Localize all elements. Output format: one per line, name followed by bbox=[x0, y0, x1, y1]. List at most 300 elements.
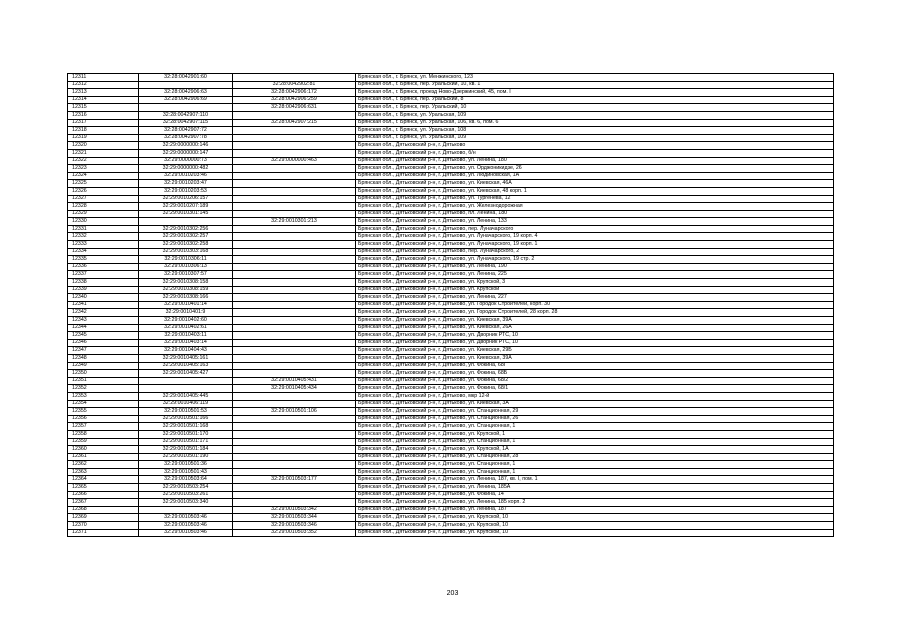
building-number-cell bbox=[233, 271, 356, 279]
address-cell: Брянская обл., Дятьковский р-н, г. Дятьково, ул. Луначарского, 19 стр. 2 bbox=[356, 256, 834, 264]
building-number-cell bbox=[233, 279, 356, 287]
building-number-cell bbox=[233, 149, 356, 157]
building-number-cell bbox=[233, 453, 356, 461]
address-cell: Брянская обл., Дятьковский р-н, г. Дятьково, ул. Киевская, 26А bbox=[356, 324, 834, 332]
parcel-number-cell: 32:28:0042901:60 bbox=[139, 74, 233, 82]
address-cell: Брянская обл., Дятьковский р-н, г. Дятьково, ул. Крупской bbox=[356, 286, 834, 294]
address-cell: Брянская обл., Дятьковский р-н, г. Дятьково, ул. Станционная, 1 bbox=[356, 438, 834, 446]
building-number-cell bbox=[233, 301, 356, 309]
address-cell: Брянская обл., г. Брянск, ул. Уральская, 106, кв. 6, пом. 6 bbox=[356, 119, 834, 127]
row-number-cell: 12312 bbox=[68, 81, 139, 89]
building-number-cell bbox=[233, 256, 356, 264]
address-cell: Брянская обл., Дятьковский р-н, г. Дятьково, ул. Ленина, 187, кв. I, пом. 1 bbox=[356, 476, 834, 484]
table-row bbox=[68, 354, 834, 362]
parcel-number-cell: 32:29:0010306:11 bbox=[139, 256, 233, 264]
address-cell: Брянская обл., Дятьковский р-н, г. Дятьково, ул. Людиновская, 1А bbox=[356, 172, 834, 180]
row-number-cell: 12338 bbox=[68, 279, 139, 287]
row-number-cell: 12365 bbox=[68, 484, 139, 492]
address-cell: Брянская обл., г. Брянск, ул. Уральская, 109 bbox=[356, 111, 834, 119]
parcel-number-cell: 32:29:0000000:147 bbox=[139, 149, 233, 157]
table-row bbox=[68, 74, 834, 82]
address-cell: Брянская обл., Дятьковский р-н, г. Дятьково, ул. Крупской, 10 bbox=[356, 522, 834, 530]
address-cell: Брянская обл., Дятьковский р-н, г. Дятьково, ул. Киевская, 39А bbox=[356, 354, 834, 362]
address-cell: Брянская обл., Дятьковский р-н, г. Дятьково, ул. Луначарского, 19 корп. 4 bbox=[356, 233, 834, 241]
parcel-number-cell: 32:29:0010203:47 bbox=[139, 180, 233, 188]
table-row bbox=[68, 347, 834, 355]
building-number-cell bbox=[233, 210, 356, 218]
table-row bbox=[68, 96, 834, 104]
address-cell: Брянская обл., Дятьковский р-н, г. Дятьково, ул. Станционная, 1 bbox=[356, 423, 834, 431]
table-row bbox=[68, 400, 834, 408]
building-number-cell: 32:28:0042906:259 bbox=[233, 96, 356, 104]
row-number-cell: 12318 bbox=[68, 127, 139, 135]
address-cell: Брянская обл., Дятьковский р-н, г. Дятьково, ул. Станционная, 1 bbox=[356, 461, 834, 469]
parcel-number-cell bbox=[139, 377, 233, 385]
table-row bbox=[68, 506, 834, 514]
building-number-cell bbox=[233, 134, 356, 142]
address-cell: Брянская обл., Дятьковский р-н, г. Дятьково, ул. Тургенева, 12 bbox=[356, 195, 834, 203]
table-row bbox=[68, 210, 834, 218]
address-cell: Брянская обл., г. Брянск, ул. Уральская, 109 bbox=[356, 134, 834, 142]
address-cell: Брянская обл., Дятьковский р-н, г. Дятьково, ул. Станционная, 1 bbox=[356, 468, 834, 476]
address-cell: Брянская обл., Дятьковский р-н, г. Дятьково, ул. Киевская, 48 корп. 1 bbox=[356, 187, 834, 195]
parcel-number-cell: 32:29:0010404:43 bbox=[139, 347, 233, 355]
building-number-cell bbox=[233, 461, 356, 469]
building-number-cell bbox=[233, 400, 356, 408]
parcel-number-cell: 32:29:0010301:145 bbox=[139, 210, 233, 218]
table-row bbox=[68, 263, 834, 271]
parcel-number-cell: 32:29:0010501:168 bbox=[139, 423, 233, 431]
building-number-cell bbox=[233, 423, 356, 431]
parcel-number-cell: 32:29:0000000:73 bbox=[139, 157, 233, 165]
address-cell: Брянская обл., Дятьковский р-н, г. Дятьково, пл. Ленина, 180 bbox=[356, 210, 834, 218]
parcel-number-cell: 32:29:0010405:163 bbox=[139, 362, 233, 370]
building-number-cell bbox=[233, 484, 356, 492]
parcel-number-cell: 32:29:0010308:166 bbox=[139, 294, 233, 302]
table-row bbox=[68, 415, 834, 423]
address-cell: Брянская обл., Дятьковский р-н, г. Дятьково, ул. Фокина, 68/2 bbox=[356, 377, 834, 385]
row-number-cell: 12371 bbox=[68, 529, 139, 537]
address-cell: Брянская обл., г. Брянск, ул. Уральская, 108 bbox=[356, 127, 834, 135]
parcel-number-cell: 32:29:0010402:61 bbox=[139, 324, 233, 332]
row-number-cell: 12369 bbox=[68, 514, 139, 522]
building-number-cell: 32:29:0010405:434 bbox=[233, 385, 356, 393]
address-cell: Брянская обл., Дятьковский р-н, г. Дятьково, ул. Киевская, 39А bbox=[356, 317, 834, 325]
row-number-cell: 12370 bbox=[68, 522, 139, 530]
table-row bbox=[68, 430, 834, 438]
address-cell: Брянская обл., Дятьковский р-н, г. Дятьково, ул. Фокина, 14 bbox=[356, 491, 834, 499]
address-cell: Брянская обл., Дятьковский р-н, г. Дятьково, ул. Фокина, 68Б bbox=[356, 370, 834, 378]
building-number-cell bbox=[233, 111, 356, 119]
table-row bbox=[68, 279, 834, 287]
parcel-number-cell: 32:29:0000000:146 bbox=[139, 142, 233, 150]
table-row bbox=[68, 385, 834, 393]
table-row bbox=[68, 377, 834, 385]
table-row bbox=[68, 324, 834, 332]
parcel-number-cell: 32:29:0010403:11 bbox=[139, 332, 233, 340]
building-number-cell bbox=[233, 233, 356, 241]
address-cell: Брянская обл., Дятьковский р-н, г. Дятьково, ул. Крупской, 10 bbox=[356, 529, 834, 537]
row-number-cell: 12356 bbox=[68, 415, 139, 423]
building-number-cell bbox=[233, 491, 356, 499]
row-number-cell: 12326 bbox=[68, 187, 139, 195]
building-number-cell bbox=[233, 142, 356, 150]
table-row bbox=[68, 149, 834, 157]
address-cell: Брянская обл., Дятьковский р-н, г. Дятьково, ул. Городок Строителей, корп. 30 bbox=[356, 301, 834, 309]
parcel-number-cell: 32:29:0010303:168 bbox=[139, 248, 233, 256]
row-number-cell: 12342 bbox=[68, 309, 139, 317]
address-cell: Брянская обл., Дятьковский р-н, г. Дятьково, ул. Ленина, 133 bbox=[356, 218, 834, 226]
row-number-cell: 12353 bbox=[68, 392, 139, 400]
row-number-cell: 12334 bbox=[68, 248, 139, 256]
row-number-cell: 12314 bbox=[68, 96, 139, 104]
row-number-cell: 12333 bbox=[68, 241, 139, 249]
building-number-cell bbox=[233, 180, 356, 188]
parcel-number-cell: 32:29:0010503:64 bbox=[139, 476, 233, 484]
parcel-number-cell: 32:29:0010302:258 bbox=[139, 241, 233, 249]
table-row bbox=[68, 233, 834, 241]
parcel-number-cell: 32:29:0010308:159 bbox=[139, 286, 233, 294]
row-number-cell: 12343 bbox=[68, 317, 139, 325]
parcel-number-cell: 32:28:0042907:110 bbox=[139, 111, 233, 119]
building-number-cell bbox=[233, 309, 356, 317]
parcel-number-cell: 32:29:0010503:46 bbox=[139, 514, 233, 522]
building-number-cell bbox=[233, 241, 356, 249]
building-number-cell bbox=[233, 347, 356, 355]
address-cell: Брянская обл., Дятьковский р-н, г. Дятьково, пер. Луначарского bbox=[356, 225, 834, 233]
row-number-cell: 12311 bbox=[68, 74, 139, 82]
row-number-cell: 12360 bbox=[68, 446, 139, 454]
row-number-cell: 12327 bbox=[68, 195, 139, 203]
row-number-cell: 12361 bbox=[68, 453, 139, 461]
building-number-cell: 32:28:0042902:81 bbox=[233, 81, 356, 89]
parcel-number-cell: 32:29:0010501:166 bbox=[139, 415, 233, 423]
row-number-cell: 12366 bbox=[68, 491, 139, 499]
parcel-number-cell: 32:29:0010306:13 bbox=[139, 263, 233, 271]
parcel-number-cell: 32:29:0010405:427 bbox=[139, 370, 233, 378]
address-cell: Брянская обл., Дятьковский р-н, г. Дятьково, ул. Станционная, 26 bbox=[356, 415, 834, 423]
row-number-cell: 12368 bbox=[68, 506, 139, 514]
building-number-cell bbox=[233, 438, 356, 446]
row-number-cell: 12337 bbox=[68, 271, 139, 279]
table-row bbox=[68, 241, 834, 249]
address-cell: Брянская обл., Дятьковский р-н, г. Дятьково, ул. Городок Строителей, 28 корп. 28 bbox=[356, 309, 834, 317]
table-row bbox=[68, 119, 834, 127]
building-number-cell bbox=[233, 263, 356, 271]
building-number-cell: 32:29:0000000:463 bbox=[233, 157, 356, 165]
address-cell: Брянская обл., Дятьковский р-н, г. Дятьково, ул. Ленина, 180 bbox=[356, 157, 834, 165]
row-number-cell: 12316 bbox=[68, 111, 139, 119]
row-number-cell: 12322 bbox=[68, 157, 139, 165]
row-number-cell: 12317 bbox=[68, 119, 139, 127]
row-number-cell: 12319 bbox=[68, 134, 139, 142]
table-row bbox=[68, 461, 834, 469]
address-cell: Брянская обл., г. Брянск, пер. Уральский, 10 bbox=[356, 104, 834, 112]
building-number-cell bbox=[233, 74, 356, 82]
building-number-cell bbox=[233, 317, 356, 325]
address-cell: Брянская обл., г. Брянск, проезд Ново-Дзержинский, 45, пом. I bbox=[356, 89, 834, 97]
table-row bbox=[68, 332, 834, 340]
table-row bbox=[68, 127, 834, 135]
parcel-number-cell: 32:29:0010501:53 bbox=[139, 408, 233, 416]
parcel-number-cell: 32:29:0010503:340 bbox=[139, 499, 233, 507]
row-number-cell: 12362 bbox=[68, 461, 139, 469]
building-number-cell bbox=[233, 165, 356, 173]
table-row bbox=[68, 301, 834, 309]
parcel-number-cell bbox=[139, 81, 233, 89]
row-number-cell: 12352 bbox=[68, 385, 139, 393]
parcel-number-cell bbox=[139, 218, 233, 226]
table-row bbox=[68, 446, 834, 454]
building-number-cell bbox=[233, 294, 356, 302]
parcel-number-cell: 32:29:0010402:60 bbox=[139, 317, 233, 325]
table-row bbox=[68, 134, 834, 142]
address-cell: Брянская обл., Дятьковский р-н, г. Дятьково, ул. Фокина, 68Г bbox=[356, 362, 834, 370]
address-cell: Брянская обл., Дятьковский р-н, г. Дятьково, мкр 12-й bbox=[356, 392, 834, 400]
address-cell: Брянская обл., Дятьковский р-н, г. Дятьково, б/н bbox=[356, 149, 834, 157]
address-cell: Брянская обл., Дятьковский р-н, г. Дятьково, ул. Железнодорожная bbox=[356, 203, 834, 211]
building-number-cell: 32:29:0010405:431 bbox=[233, 377, 356, 385]
building-number-cell bbox=[233, 324, 356, 332]
building-number-cell: 32:28:0042906:631 bbox=[233, 104, 356, 112]
parcel-number-cell bbox=[139, 506, 233, 514]
parcel-number-cell: 32:29:0010503:261 bbox=[139, 491, 233, 499]
table-row bbox=[68, 89, 834, 97]
table-row bbox=[68, 187, 834, 195]
building-number-cell bbox=[233, 187, 356, 195]
parcel-number-cell: 32:29:0010501:184 bbox=[139, 446, 233, 454]
row-number-cell: 12364 bbox=[68, 476, 139, 484]
row-number-cell: 12336 bbox=[68, 263, 139, 271]
table-row bbox=[68, 438, 834, 446]
row-number-cell: 12358 bbox=[68, 430, 139, 438]
address-cell: Брянская обл., Дятьковский р-н, г. Дятьково, ул. Киевская, 3А bbox=[356, 400, 834, 408]
address-cell: Брянская обл., Дятьковский р-н, г. Дятьково, ул. Крупской, 3 bbox=[356, 279, 834, 287]
parcel-number-cell: 32:29:0010207:189 bbox=[139, 203, 233, 211]
table-row bbox=[68, 514, 834, 522]
building-number-cell bbox=[233, 354, 356, 362]
parcel-number-cell: 32:29:0010405:161 bbox=[139, 354, 233, 362]
building-number-cell bbox=[233, 248, 356, 256]
parcel-number-cell bbox=[139, 104, 233, 112]
registry-table bbox=[67, 73, 834, 537]
building-number-cell bbox=[233, 203, 356, 211]
parcel-number-cell: 32:28:0042907:115 bbox=[139, 119, 233, 127]
address-cell: Брянская обл., Дятьковский р-н, г. Дятьково, ул. Крупской, 10 bbox=[356, 514, 834, 522]
row-number-cell: 12357 bbox=[68, 423, 139, 431]
parcel-number-cell: 32:29:0010501:171 bbox=[139, 438, 233, 446]
parcel-number-cell: 32:29:0010203:53 bbox=[139, 187, 233, 195]
parcel-number-cell: 32:28:0042906:69 bbox=[139, 96, 233, 104]
parcel-number-cell: 32:29:0010405:445 bbox=[139, 392, 233, 400]
table-row bbox=[68, 218, 834, 226]
row-number-cell: 12350 bbox=[68, 370, 139, 378]
row-number-cell: 12344 bbox=[68, 324, 139, 332]
table-row bbox=[68, 294, 834, 302]
address-cell: Брянская обл., Дятьковский р-н, г. Дятьково, ул. Дворник РТС, 10 bbox=[356, 339, 834, 347]
address-cell: Брянская обл., г. Брянск, ул. Менжинского, 123 bbox=[356, 74, 834, 82]
row-number-cell: 12367 bbox=[68, 499, 139, 507]
parcel-number-cell: 32:29:0010401:14 bbox=[139, 301, 233, 309]
table-row bbox=[68, 180, 834, 188]
table-row bbox=[68, 248, 834, 256]
table-row bbox=[68, 142, 834, 150]
address-cell: Брянская обл., Дятьковский р-н, г. Дятьково, ул. Киевская, 29Б bbox=[356, 347, 834, 355]
table-row bbox=[68, 362, 834, 370]
table-row bbox=[68, 370, 834, 378]
table-row bbox=[68, 225, 834, 233]
building-number-cell: 32:28:0042907:215 bbox=[233, 119, 356, 127]
address-cell: Брянская обл., Дятьковский р-н, г. Дятьково, ул. Дворник РТС, 10 bbox=[356, 332, 834, 340]
address-cell: Брянская обл., Дятьковский р-н, г. Дятьково, ул. Орджоникидзе, 26 bbox=[356, 165, 834, 173]
table-row bbox=[68, 271, 834, 279]
table-row bbox=[68, 408, 834, 416]
row-number-cell: 12324 bbox=[68, 172, 139, 180]
row-number-cell: 12345 bbox=[68, 332, 139, 340]
building-number-cell bbox=[233, 195, 356, 203]
parcel-number-cell: 32:29:0010501:190 bbox=[139, 453, 233, 461]
row-number-cell: 12330 bbox=[68, 218, 139, 226]
address-cell: Брянская обл., Дятьковский р-н, г. Дятьково, ул. Киевская, 46А bbox=[356, 180, 834, 188]
row-number-cell: 12315 bbox=[68, 104, 139, 112]
parcel-number-cell: 32:29:0010307:57 bbox=[139, 271, 233, 279]
table-row bbox=[68, 453, 834, 461]
parcel-number-cell: 32:29:0010401:9 bbox=[139, 309, 233, 317]
building-number-cell: 32:29:0010503:346 bbox=[233, 522, 356, 530]
table-row bbox=[68, 499, 834, 507]
row-number-cell: 12325 bbox=[68, 180, 139, 188]
parcel-number-cell: 32:29:0010302:256 bbox=[139, 225, 233, 233]
table-row bbox=[68, 172, 834, 180]
row-number-cell: 12355 bbox=[68, 408, 139, 416]
registry-table-body bbox=[68, 74, 834, 537]
row-number-cell: 12313 bbox=[68, 89, 139, 97]
address-cell: Брянская обл., Дятьковский р-н, г. Дятьково, ул. Ленина, 185 корп. 2 bbox=[356, 499, 834, 507]
row-number-cell: 12341 bbox=[68, 301, 139, 309]
row-number-cell: 12332 bbox=[68, 233, 139, 241]
row-number-cell: 12346 bbox=[68, 339, 139, 347]
address-cell: Брянская обл., Дятьковский р-н, г. Дятьково, ул. Станционная, 28 bbox=[356, 453, 834, 461]
row-number-cell: 12328 bbox=[68, 203, 139, 211]
building-number-cell bbox=[233, 332, 356, 340]
address-cell: Брянская обл., Дятьковский р-н, г. Дятьково, ул. Ленина, 190 bbox=[356, 263, 834, 271]
row-number-cell: 12335 bbox=[68, 256, 139, 264]
parcel-number-cell: 32:29:0010203:46 bbox=[139, 172, 233, 180]
building-number-cell: 32:29:0010503:352 bbox=[233, 529, 356, 537]
address-cell: Брянская обл., Дятьковский р-н, г. Дятьково, ул. Ленина, 187 bbox=[356, 506, 834, 514]
row-number-cell: 12320 bbox=[68, 142, 139, 150]
building-number-cell bbox=[233, 446, 356, 454]
row-number-cell: 12363 bbox=[68, 468, 139, 476]
table-row bbox=[68, 111, 834, 119]
table-row bbox=[68, 195, 834, 203]
row-number-cell: 12331 bbox=[68, 225, 139, 233]
address-cell: Брянская обл., Дятьковский р-н, г. Дятьково, ул. Крупской, 1 bbox=[356, 430, 834, 438]
table-row bbox=[68, 491, 834, 499]
page-number: 203 bbox=[446, 590, 459, 597]
row-number-cell: 12321 bbox=[68, 149, 139, 157]
parcel-number-cell: 32:29:0010501:43 bbox=[139, 468, 233, 476]
table-row bbox=[68, 81, 834, 89]
building-number-cell: 32:29:0010503:344 bbox=[233, 514, 356, 522]
table-row bbox=[68, 309, 834, 317]
table-row bbox=[68, 522, 834, 530]
table-row bbox=[68, 339, 834, 347]
row-number-cell: 12339 bbox=[68, 286, 139, 294]
address-cell: Брянская обл., Дятьковский р-н, г. Дятьково, ул. Луначарского, 19 корп. 1 bbox=[356, 241, 834, 249]
address-cell: Брянская обл., Дятьковский р-н, г. Дятьково, ул. Крупской, 1А bbox=[356, 446, 834, 454]
building-number-cell bbox=[233, 370, 356, 378]
parcel-number-cell: 32:29:0010302:257 bbox=[139, 233, 233, 241]
building-number-cell: 32:28:0042906:172 bbox=[233, 89, 356, 97]
parcel-number-cell: 32:29:0010403:14 bbox=[139, 339, 233, 347]
row-number-cell: 12348 bbox=[68, 354, 139, 362]
row-number-cell: 12351 bbox=[68, 377, 139, 385]
address-cell: Брянская обл., Дятьковский р-н, г. Дятьково, ул. Ленина, 185А bbox=[356, 484, 834, 492]
building-number-cell bbox=[233, 415, 356, 423]
address-cell: Брянская обл., Дятьковский р-н, г. Дятьково, ул. Фокина, 68/1 bbox=[356, 385, 834, 393]
parcel-number-cell: 32:29:0010308:158 bbox=[139, 279, 233, 287]
table-row bbox=[68, 484, 834, 492]
address-cell: Брянская обл., Дятьковский р-н, г. Дятьково, ул. Станционная, 29 bbox=[356, 408, 834, 416]
parcel-number-cell: 32:29:0010501:170 bbox=[139, 430, 233, 438]
table-row bbox=[68, 476, 834, 484]
table-row bbox=[68, 286, 834, 294]
table-row bbox=[68, 104, 834, 112]
parcel-number-cell: 32:29:0010503:46 bbox=[139, 529, 233, 537]
table-row bbox=[68, 165, 834, 173]
table-row bbox=[68, 529, 834, 537]
building-number-cell bbox=[233, 225, 356, 233]
building-number-cell bbox=[233, 286, 356, 294]
building-number-cell bbox=[233, 468, 356, 476]
address-cell: Брянская обл., Дятьковский р-н, г. Дятьково, пер. Луначарского, 2 bbox=[356, 248, 834, 256]
building-number-cell bbox=[233, 499, 356, 507]
address-cell: Брянская обл., Дятьковский р-н, г. Дятьково, ул. Ленина, 227 bbox=[356, 294, 834, 302]
row-number-cell: 12347 bbox=[68, 347, 139, 355]
table-row bbox=[68, 256, 834, 264]
address-cell: Брянская обл., Дятьковский р-н, г. Дятьково bbox=[356, 142, 834, 150]
building-number-cell: 32:29:0010503:177 bbox=[233, 476, 356, 484]
parcel-number-cell: 32:28:0042906:63 bbox=[139, 89, 233, 97]
row-number-cell: 12359 bbox=[68, 438, 139, 446]
parcel-number-cell: 32:29:0010503:254 bbox=[139, 484, 233, 492]
building-number-cell: 32:29:0010301:213 bbox=[233, 218, 356, 226]
parcel-number-cell: 32:29:0000000:482 bbox=[139, 165, 233, 173]
building-number-cell: 32:29:0010501:106 bbox=[233, 408, 356, 416]
parcel-number-cell: 32:29:0010503:46 bbox=[139, 522, 233, 530]
table-row bbox=[68, 423, 834, 431]
building-number-cell bbox=[233, 339, 356, 347]
parcel-number-cell: 32:28:0042907:78 bbox=[139, 134, 233, 142]
parcel-number-cell: 32:29:0010206:157 bbox=[139, 195, 233, 203]
parcel-number-cell bbox=[139, 385, 233, 393]
table-row bbox=[68, 203, 834, 211]
table-row bbox=[68, 317, 834, 325]
building-number-cell bbox=[233, 392, 356, 400]
parcel-number-cell: 32:29:0010406:119 bbox=[139, 400, 233, 408]
parcel-number-cell: 32:29:0010501:36 bbox=[139, 461, 233, 469]
row-number-cell: 12354 bbox=[68, 400, 139, 408]
building-number-cell bbox=[233, 127, 356, 135]
row-number-cell: 12323 bbox=[68, 165, 139, 173]
building-number-cell: 32:29:0010503:342 bbox=[233, 506, 356, 514]
row-number-cell: 12329 bbox=[68, 210, 139, 218]
address-cell: Брянская обл., Дятьковский р-н, г. Дятьково, ул. Ленина, 225 bbox=[356, 271, 834, 279]
row-number-cell: 12349 bbox=[68, 362, 139, 370]
row-number-cell: 12340 bbox=[68, 294, 139, 302]
table-row bbox=[68, 392, 834, 400]
